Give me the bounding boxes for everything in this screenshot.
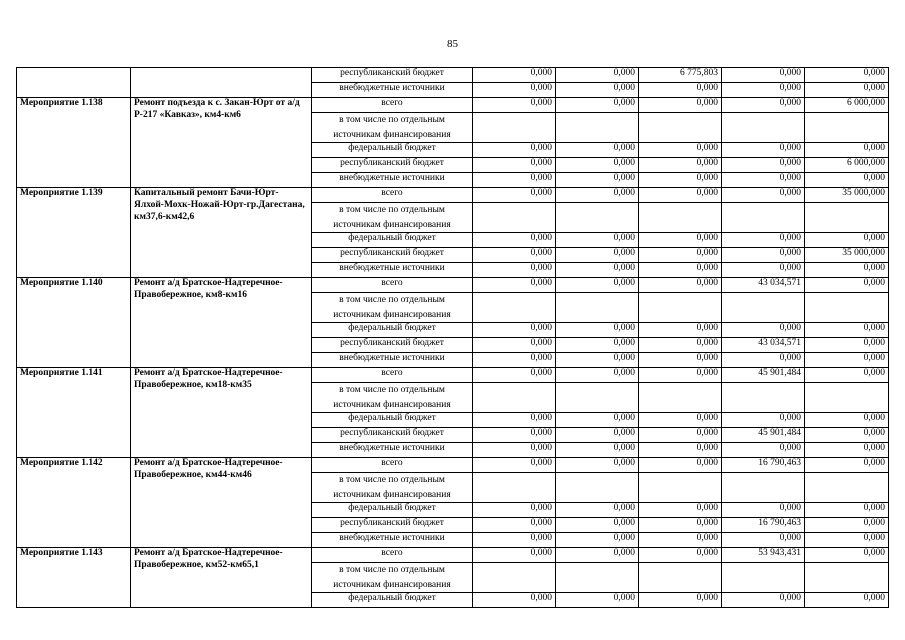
- amount-cell: 0,000: [722, 233, 805, 248]
- event-id-cell: [17, 68, 131, 98]
- amount-cell: 0,000: [805, 83, 889, 98]
- amount-cell: 0,000: [805, 368, 889, 383]
- amount-cell: 0,000: [556, 158, 639, 173]
- amount-cell: 0,000: [805, 143, 889, 158]
- amount-cell: 0,000: [805, 593, 889, 608]
- amount-cell: 0,000: [473, 368, 556, 383]
- amount-cell: 0,000: [556, 248, 639, 263]
- amount-cell: 0,000: [556, 518, 639, 533]
- amount-cell: 0,000: [805, 278, 889, 293]
- amount-cell: 0,000: [805, 503, 889, 518]
- empty-cell: [556, 473, 639, 503]
- amount-cell: 0,000: [805, 233, 889, 248]
- funding-source-cell: внебюджетные источники: [312, 353, 473, 368]
- amount-cell: 0,000: [722, 593, 805, 608]
- amount-cell: 0,000: [722, 413, 805, 428]
- amount-cell: 0,000: [722, 323, 805, 338]
- amount-cell: 0,000: [556, 83, 639, 98]
- event-title-cell: Ремонт а/д Братское-Надтеречное-Правобережное, км18-км35: [131, 368, 312, 458]
- funding-source-cell: федеральный бюджет: [312, 143, 473, 158]
- amount-cell: 6 775,803: [639, 68, 722, 83]
- amount-cell: 0,000: [639, 353, 722, 368]
- amount-cell: 43 034,571: [722, 278, 805, 293]
- funding-source-cell: внебюджетные источники: [312, 83, 473, 98]
- funding-source-cell: всего: [312, 548, 473, 563]
- amount-cell: 0,000: [639, 593, 722, 608]
- amount-cell: 0,000: [722, 143, 805, 158]
- empty-cell: [639, 113, 722, 143]
- amount-cell: 0,000: [473, 68, 556, 83]
- amount-cell: 0,000: [722, 503, 805, 518]
- empty-cell: [473, 383, 556, 413]
- funding-source-cell: всего: [312, 368, 473, 383]
- amount-cell: 0,000: [639, 263, 722, 278]
- amount-cell: 0,000: [473, 143, 556, 158]
- empty-cell: [805, 383, 889, 413]
- funding-source-cell: внебюджетные источники: [312, 263, 473, 278]
- amount-cell: 0,000: [556, 323, 639, 338]
- empty-cell: [805, 203, 889, 233]
- amount-cell: 0,000: [556, 533, 639, 548]
- funding-source-cell: всего: [312, 98, 473, 113]
- funding-source-cell: в том числе по отдельным источникам финансирования: [312, 563, 473, 593]
- table-row: [17, 278, 889, 293]
- amount-cell: 35 000,000: [805, 188, 889, 203]
- funding-source-cell: федеральный бюджет: [312, 323, 473, 338]
- amount-cell: 0,000: [473, 233, 556, 248]
- funding-source-cell: всего: [312, 458, 473, 473]
- amount-cell: 0,000: [639, 413, 722, 428]
- funding-source-cell: всего: [312, 188, 473, 203]
- event-title-cell: Капитальный ремонт Бачи-Юрт-Ялхой-Мохк-Ножай-Юрт-гр.Дагестана, км37,6-км42,6: [131, 188, 312, 278]
- amount-cell: 0,000: [722, 173, 805, 188]
- amount-cell: 53 943,431: [722, 548, 805, 563]
- amount-cell: 35 000,000: [805, 248, 889, 263]
- amount-cell: 6 000,000: [805, 158, 889, 173]
- amount-cell: 0,000: [805, 443, 889, 458]
- amount-cell: 0,000: [639, 338, 722, 353]
- amount-cell: 0,000: [556, 173, 639, 188]
- amount-cell: 0,000: [639, 503, 722, 518]
- amount-cell: 0,000: [805, 533, 889, 548]
- amount-cell: 6 000,000: [805, 98, 889, 113]
- amount-cell: 16 790,463: [722, 458, 805, 473]
- amount-cell: 0,000: [805, 353, 889, 368]
- empty-cell: [556, 563, 639, 593]
- amount-cell: 0,000: [473, 413, 556, 428]
- amount-cell: 0,000: [473, 503, 556, 518]
- amount-cell: 0,000: [556, 503, 639, 518]
- empty-cell: [556, 203, 639, 233]
- amount-cell: 45 901,484: [722, 428, 805, 443]
- amount-cell: 45 901,484: [722, 368, 805, 383]
- amount-cell: 0,000: [805, 518, 889, 533]
- event-title-cell: Ремонт подъезда к с. Закан-Юрт от а/д Р-217 «Кавказ», км4-км6: [131, 98, 312, 188]
- amount-cell: 0,000: [805, 428, 889, 443]
- amount-cell: 0,000: [722, 443, 805, 458]
- empty-cell: [722, 113, 805, 143]
- empty-cell: [639, 293, 722, 323]
- amount-cell: 0,000: [473, 458, 556, 473]
- amount-cell: 0,000: [556, 353, 639, 368]
- funding-source-cell: федеральный бюджет: [312, 233, 473, 248]
- amount-cell: 0,000: [639, 83, 722, 98]
- amount-cell: 0,000: [556, 428, 639, 443]
- empty-cell: [805, 293, 889, 323]
- amount-cell: 0,000: [556, 263, 639, 278]
- funding-source-cell: федеральный бюджет: [312, 503, 473, 518]
- amount-cell: 0,000: [556, 233, 639, 248]
- amount-cell: 0,000: [473, 533, 556, 548]
- empty-cell: [473, 203, 556, 233]
- amount-cell: 0,000: [473, 188, 556, 203]
- event-title-cell: Ремонт а/д Братское-Надтеречное-Правобережное, км8-км16: [131, 278, 312, 368]
- funding-source-cell: в том числе по отдельным источникам финансирования: [312, 383, 473, 413]
- amount-cell: 0,000: [639, 533, 722, 548]
- amount-cell: 0,000: [556, 593, 639, 608]
- page-number: 85: [447, 38, 458, 50]
- amount-cell: 0,000: [556, 338, 639, 353]
- amount-cell: 0,000: [722, 353, 805, 368]
- amount-cell: 0,000: [722, 533, 805, 548]
- amount-cell: 0,000: [639, 233, 722, 248]
- amount-cell: 0,000: [556, 458, 639, 473]
- funding-source-cell: республиканский бюджет: [312, 428, 473, 443]
- amount-cell: 0,000: [639, 98, 722, 113]
- amount-cell: 0,000: [473, 263, 556, 278]
- empty-cell: [805, 563, 889, 593]
- amount-cell: 0,000: [473, 158, 556, 173]
- amount-cell: 0,000: [639, 248, 722, 263]
- amount-cell: 0,000: [639, 158, 722, 173]
- amount-cell: 0,000: [639, 173, 722, 188]
- table-row: [17, 548, 889, 563]
- amount-cell: 0,000: [473, 98, 556, 113]
- funding-source-cell: всего: [312, 278, 473, 293]
- funding-source-cell: республиканский бюджет: [312, 158, 473, 173]
- budget-table: [16, 67, 889, 608]
- amount-cell: 0,000: [639, 278, 722, 293]
- amount-cell: 0,000: [639, 323, 722, 338]
- table-row: [17, 68, 889, 83]
- empty-cell: [722, 293, 805, 323]
- empty-cell: [473, 293, 556, 323]
- funding-source-cell: внебюджетные источники: [312, 443, 473, 458]
- empty-cell: [639, 563, 722, 593]
- empty-cell: [639, 383, 722, 413]
- empty-cell: [556, 293, 639, 323]
- amount-cell: 43 034,571: [722, 338, 805, 353]
- table-row: [17, 368, 889, 383]
- amount-cell: 0,000: [556, 68, 639, 83]
- amount-cell: 0,000: [556, 413, 639, 428]
- amount-cell: 0,000: [473, 278, 556, 293]
- empty-cell: [473, 563, 556, 593]
- event-id-cell: Мероприятие 1.138: [17, 98, 131, 188]
- table-row: [17, 98, 889, 113]
- amount-cell: 0,000: [556, 188, 639, 203]
- amount-cell: 0,000: [556, 98, 639, 113]
- empty-cell: [473, 473, 556, 503]
- amount-cell: 0,000: [556, 143, 639, 158]
- empty-cell: [556, 113, 639, 143]
- funding-source-cell: внебюджетные источники: [312, 173, 473, 188]
- amount-cell: 0,000: [639, 428, 722, 443]
- amount-cell: 0,000: [722, 98, 805, 113]
- amount-cell: 0,000: [556, 548, 639, 563]
- amount-cell: 0,000: [556, 278, 639, 293]
- amount-cell: 16 790,463: [722, 518, 805, 533]
- amount-cell: 0,000: [805, 263, 889, 278]
- amount-cell: 0,000: [639, 548, 722, 563]
- funding-source-cell: в том числе по отдельным источникам финансирования: [312, 113, 473, 143]
- amount-cell: 0,000: [722, 158, 805, 173]
- event-title-cell: [131, 68, 312, 98]
- event-id-cell: Мероприятие 1.139: [17, 188, 131, 278]
- amount-cell: 0,000: [473, 83, 556, 98]
- amount-cell: 0,000: [805, 458, 889, 473]
- event-id-cell: Мероприятие 1.140: [17, 278, 131, 368]
- event-id-cell: Мероприятие 1.142: [17, 458, 131, 548]
- amount-cell: 0,000: [722, 248, 805, 263]
- amount-cell: 0,000: [473, 173, 556, 188]
- empty-cell: [556, 383, 639, 413]
- amount-cell: 0,000: [556, 443, 639, 458]
- amount-cell: 0,000: [805, 413, 889, 428]
- amount-cell: 0,000: [722, 263, 805, 278]
- amount-cell: 0,000: [805, 338, 889, 353]
- funding-source-cell: в том числе по отдельным источникам финансирования: [312, 293, 473, 323]
- amount-cell: 0,000: [556, 368, 639, 383]
- event-id-cell: Мероприятие 1.141: [17, 368, 131, 458]
- empty-cell: [722, 383, 805, 413]
- empty-cell: [639, 473, 722, 503]
- amount-cell: 0,000: [805, 173, 889, 188]
- amount-cell: 0,000: [639, 518, 722, 533]
- funding-source-cell: федеральный бюджет: [312, 413, 473, 428]
- amount-cell: 0,000: [639, 143, 722, 158]
- amount-cell: 0,000: [473, 323, 556, 338]
- amount-cell: 0,000: [805, 68, 889, 83]
- amount-cell: 0,000: [473, 248, 556, 263]
- empty-cell: [473, 113, 556, 143]
- amount-cell: 0,000: [722, 68, 805, 83]
- funding-source-cell: в том числе по отдельным источникам финансирования: [312, 473, 473, 503]
- funding-source-cell: внебюджетные источники: [312, 533, 473, 548]
- funding-source-cell: в том числе по отдельным источникам финансирования: [312, 203, 473, 233]
- amount-cell: 0,000: [639, 443, 722, 458]
- event-title-cell: Ремонт а/д Братское-Надтеречное-Правобережное, км44-км46: [131, 458, 312, 548]
- amount-cell: 0,000: [473, 518, 556, 533]
- event-id-cell: Мероприятие 1.143: [17, 548, 131, 608]
- amount-cell: 0,000: [722, 83, 805, 98]
- amount-cell: 0,000: [473, 428, 556, 443]
- funding-source-cell: республиканский бюджет: [312, 518, 473, 533]
- amount-cell: 0,000: [805, 323, 889, 338]
- table-row: [17, 188, 889, 203]
- empty-cell: [805, 473, 889, 503]
- empty-cell: [722, 203, 805, 233]
- amount-cell: 0,000: [473, 338, 556, 353]
- empty-cell: [722, 563, 805, 593]
- amount-cell: 0,000: [473, 548, 556, 563]
- empty-cell: [805, 113, 889, 143]
- amount-cell: 0,000: [639, 458, 722, 473]
- funding-source-cell: республиканский бюджет: [312, 248, 473, 263]
- amount-cell: 0,000: [639, 188, 722, 203]
- funding-source-cell: республиканский бюджет: [312, 68, 473, 83]
- amount-cell: 0,000: [473, 353, 556, 368]
- empty-cell: [639, 203, 722, 233]
- table-row: [17, 458, 889, 473]
- funding-source-cell: федеральный бюджет: [312, 593, 473, 608]
- funding-source-cell: республиканский бюджет: [312, 338, 473, 353]
- amount-cell: 0,000: [805, 548, 889, 563]
- amount-cell: 0,000: [473, 593, 556, 608]
- event-title-cell: Ремонт а/д Братское-Надтеречное-Правобережное, км52-км65,1: [131, 548, 312, 608]
- amount-cell: 0,000: [639, 368, 722, 383]
- empty-cell: [722, 473, 805, 503]
- amount-cell: 0,000: [473, 443, 556, 458]
- amount-cell: 0,000: [722, 188, 805, 203]
